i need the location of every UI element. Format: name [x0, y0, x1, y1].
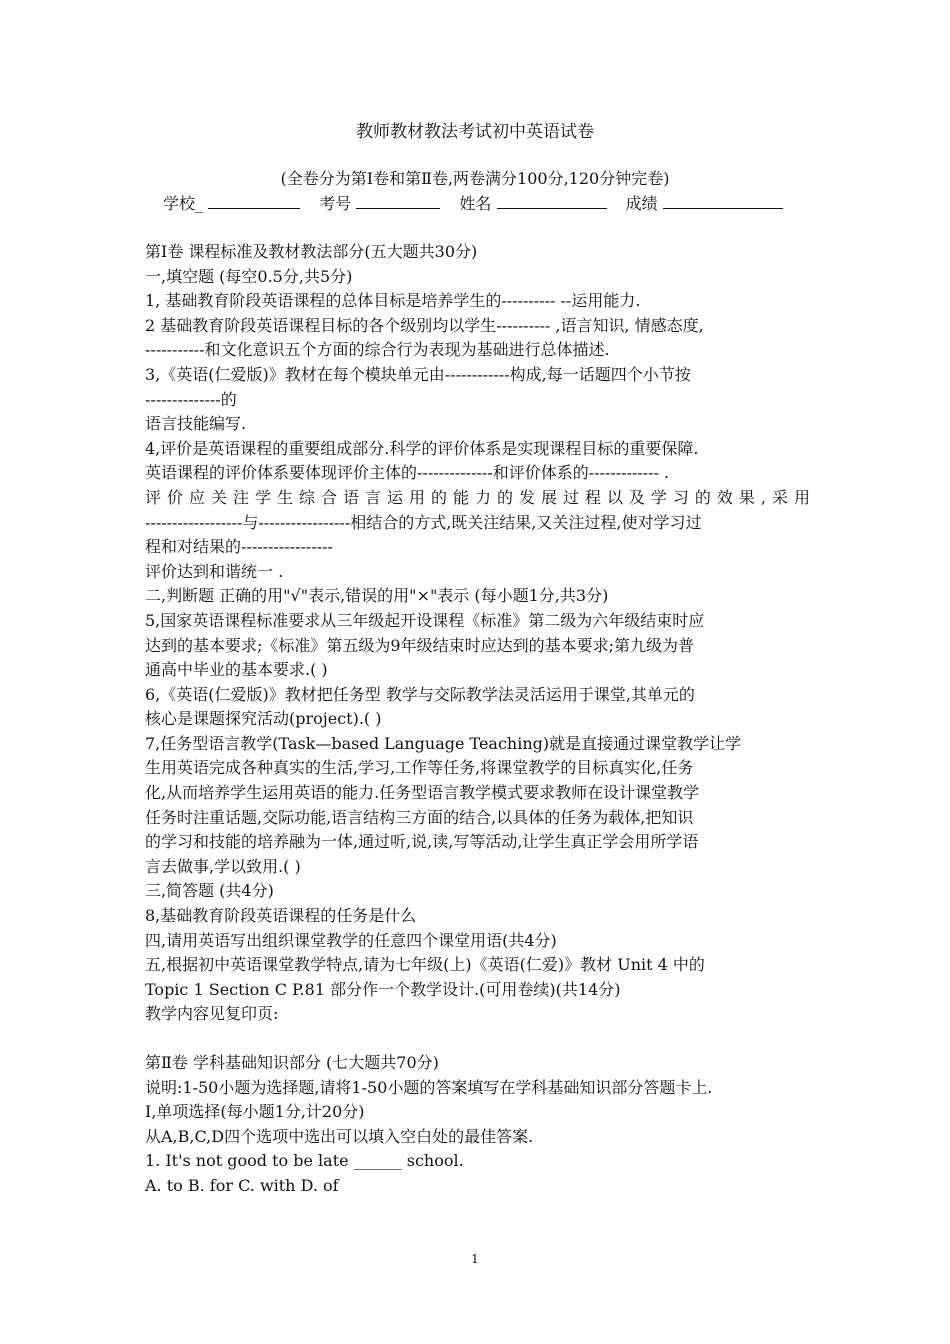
- text-line: ------------------与-----------------相结合的方式,既关注结果,又关注过程,使对学习过: [145, 512, 702, 532]
- text-line: 通高中毕业的基本要求.( ): [145, 660, 328, 680]
- text-line: 任务时注重话题,交际功能,语言结构三方面的结合,以具体的任务为载体,把知识: [145, 807, 694, 827]
- question-group-heading: 四,请用英语写出组织课堂教学的任意四个课堂用语(共4分): [145, 930, 557, 950]
- text-line: 8,基础教育阶段英语课程的任务是什么: [145, 906, 417, 926]
- text-line: Topic 1 Section C P.81 部分作一个教学设计.(可用卷续)(共14分): [145, 979, 621, 999]
- exam-number-label: 考号: [319, 194, 352, 213]
- text-line: 生用英语完成各种真实的生活,学习,工作等任务,将课堂教学的目标真实化,任务: [145, 758, 694, 778]
- document-body: [145, 240, 810, 1199]
- question-group-heading: 二,判断题 正确的用"√"表示,错误的用"×"表示 (每小题1分,共3分): [145, 586, 609, 606]
- text-line: --------------的: [145, 389, 237, 409]
- question-group-heading: 三,简答题 (共4分): [145, 881, 274, 901]
- text-line: 3,《英语(仁爱版)》教材在每个模块单元由------------构成,每一话题四个小节按: [145, 364, 691, 384]
- document-subtitle: (全卷分为第Ⅰ卷和第Ⅱ卷,两卷满分100分,120分钟完卷): [280, 169, 670, 188]
- question-group-heading: 一,填空题 (每空0.5分,共5分): [145, 266, 353, 286]
- section-heading: 第Ⅰ卷 课程标准及教材教法部分(五大题共30分): [145, 242, 478, 261]
- text-line: 从A,B,C,D四个选项中选出可以填入空白处的最佳答案.: [145, 1126, 534, 1146]
- name-blank[interactable]: [497, 194, 607, 209]
- text-line: 5,国家英语课程标准要求从三年级起开设课程《标准》第二级为六年级结束时应: [145, 610, 705, 630]
- score-label: 成绩: [625, 194, 658, 213]
- school-label: 学校_: [163, 194, 204, 213]
- exam-number-blank[interactable]: [356, 194, 440, 209]
- text-line: 化,从而培养学生运用英语的能力.任务型语言教学模式要求教师在设计课堂教学: [145, 783, 700, 803]
- text-line: 4,评价是英语课程的重要组成部分.科学的评价体系是实现课程目标的重要保障.: [145, 438, 699, 458]
- section-heading: 第Ⅱ卷 学科基础知识部分 (七大题共70分): [145, 1053, 439, 1072]
- text-line: 评价达到和谐统一 .: [145, 561, 284, 581]
- score-blank[interactable]: [663, 194, 783, 209]
- text-line: 教学内容见复印页:: [145, 1004, 279, 1024]
- text-line: 程和对结果的-----------------: [145, 537, 333, 557]
- text-line: 语言技能编写.: [145, 414, 247, 434]
- section-gap: [145, 1027, 810, 1051]
- page-number: 1: [471, 1252, 479, 1266]
- text-line: 言去做事,学以致用.( ): [145, 856, 301, 876]
- text-line: -----------和文化意识五个方面的综合行为表现为基础进行总体描述.: [145, 340, 610, 360]
- name-label: 姓名: [459, 194, 492, 213]
- text-line: 评价应关注学生综合语言运用的能力的发展过程以及学习的效果,采用: [145, 487, 810, 507]
- student-info-row: [163, 191, 783, 214]
- text-line: 英语课程的评价体系要体现评价主体的--------------和评价体系的------------- .: [145, 463, 670, 483]
- text-line: 7,任务型语言教学(Task—based Language Teaching)就是直接通过课堂教学让学: [145, 733, 742, 753]
- answer-options: A. to B. for C. with D. of: [145, 1175, 339, 1195]
- school-blank[interactable]: [208, 194, 300, 209]
- text-line: 1, 基础教育阶段英语课程的总体目标是培养学生的---------- --运用能力.: [145, 291, 641, 311]
- document-title: 教师教材教法考试初中英语试卷: [356, 122, 594, 142]
- text-line: 6,《英语(仁爱版)》教材把任务型 教学与交际教学法灵活运用于课堂,其单元的: [145, 684, 695, 704]
- text-line: 说明:1-50小题为选择题,请将1-50小题的答案填写在学科基础知识部分答题卡上.: [145, 1077, 713, 1097]
- text-line: 达到的基本要求;《标准》第五级为9年级结束时应达到的基本要求;第九级为普: [145, 635, 694, 655]
- question-group-heading: Ⅰ,单项选择(每小题1分,计20分): [145, 1102, 365, 1122]
- text-line: 核心是课题探究活动(project).( ): [145, 709, 382, 729]
- text-line: 2 基础教育阶段英语课程目标的各个级别均以学生---------- ,语言知识, 情感态度,: [145, 315, 704, 335]
- text-line: 的学习和技能的培养融为一体,通过听,说,读,写等活动,让学生真正学会用所学语: [145, 832, 699, 852]
- question-item: 1. It's not good to be late ______ school.: [145, 1151, 464, 1171]
- question-group-heading: 五,根据初中英语课堂教学特点,请为七年级(上)《英语(仁爱)》教材 Unit 4 中的: [145, 955, 705, 975]
